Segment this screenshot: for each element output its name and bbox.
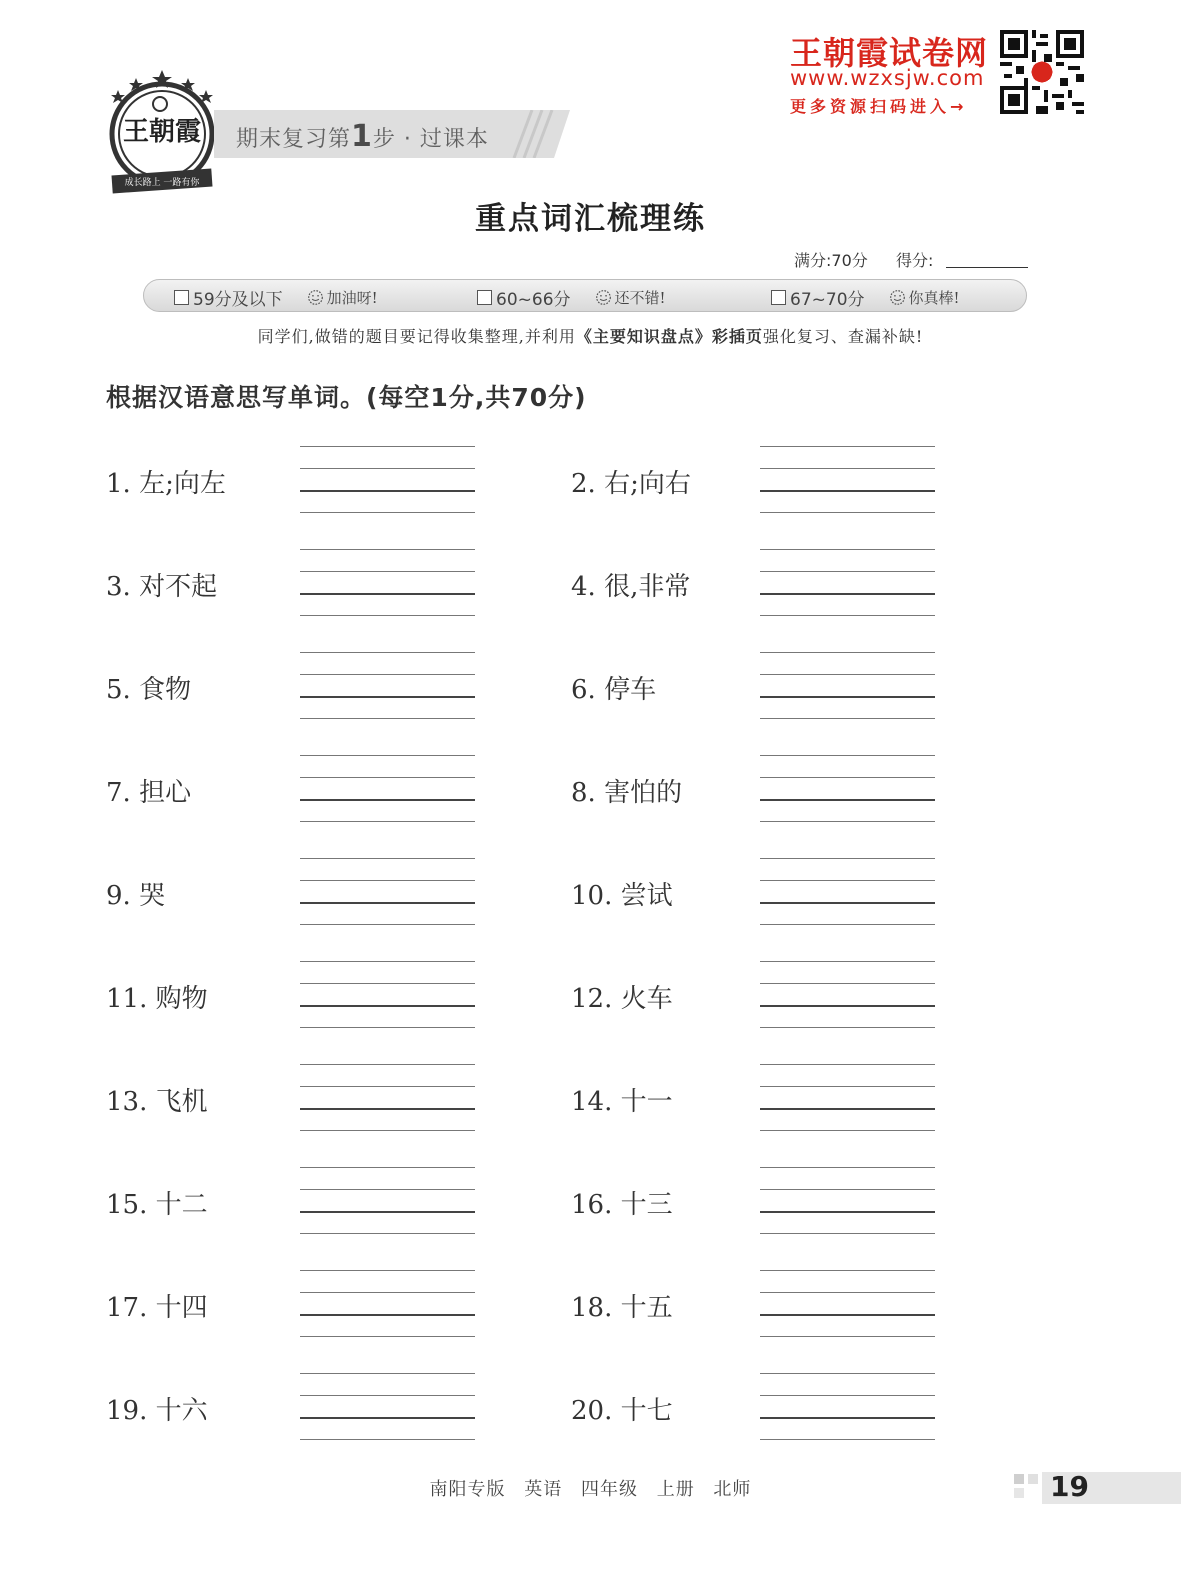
writing-line xyxy=(760,490,935,492)
banner-prefix: 期末复习第 xyxy=(236,127,352,152)
logo-ribbon: 成长路上 一路有你 xyxy=(124,178,200,188)
writing-line xyxy=(760,593,935,595)
writing-line xyxy=(300,858,475,859)
grade-option-2 xyxy=(477,285,666,310)
writing-line xyxy=(300,549,475,550)
qr-code-icon[interactable] xyxy=(1000,30,1084,114)
item-label: 10. 尝试 xyxy=(571,881,673,911)
writing-line xyxy=(300,924,475,925)
writing-line xyxy=(760,718,935,719)
writing-line xyxy=(300,1336,475,1337)
answer-lines[interactable] xyxy=(300,1373,475,1441)
answer-lines[interactable] xyxy=(760,1167,935,1235)
answer-lines[interactable] xyxy=(300,1167,475,1235)
writing-line xyxy=(760,821,935,822)
writing-line xyxy=(300,1417,475,1419)
writing-line xyxy=(760,571,935,572)
answer-lines[interactable] xyxy=(760,858,935,926)
answer-lines[interactable] xyxy=(300,549,475,617)
writing-line xyxy=(760,961,935,962)
brand-scan-hint: 更多资源扫码进入→ xyxy=(790,97,968,116)
writing-line xyxy=(760,446,935,447)
writing-line xyxy=(760,674,935,675)
note-before: 同学们,做错的题目要记得收集整理,并利用 xyxy=(257,327,576,346)
answer-lines[interactable] xyxy=(760,1270,935,1338)
answer-lines[interactable] xyxy=(300,446,475,514)
writing-line xyxy=(760,1108,935,1110)
writing-line xyxy=(300,593,475,595)
page-corner-deco xyxy=(1014,1474,1042,1504)
answer-lines[interactable] xyxy=(760,549,935,617)
book-footer: 南阳专版 英语 四年级 上册 北师 xyxy=(429,1479,752,1500)
writing-line xyxy=(300,902,475,904)
item-label: 2. 右;向右 xyxy=(571,469,691,499)
writing-line xyxy=(760,1270,935,1271)
writing-line xyxy=(760,1417,935,1419)
writing-line xyxy=(760,1314,935,1316)
grade-praise-2: 还不错! xyxy=(614,289,666,307)
smiley-icon xyxy=(595,289,612,306)
item-label: 15. 十二 xyxy=(106,1190,208,1220)
writing-line xyxy=(300,652,475,653)
grade-range-2: 60~66分 xyxy=(496,290,571,310)
score-line xyxy=(794,248,933,271)
writing-line xyxy=(300,1395,475,1396)
item-label: 7. 担心 xyxy=(106,778,192,808)
writing-line xyxy=(300,1167,475,1168)
grade-bar xyxy=(143,279,1027,312)
writing-line xyxy=(760,1336,935,1337)
writing-line xyxy=(300,1233,475,1234)
writing-line xyxy=(760,1439,935,1440)
item-label: 19. 十六 xyxy=(106,1396,208,1426)
writing-line xyxy=(760,512,935,513)
answer-lines[interactable] xyxy=(300,1064,475,1132)
writing-line xyxy=(300,490,475,492)
writing-line xyxy=(760,1373,935,1374)
item-label: 14. 十一 xyxy=(571,1087,673,1117)
writing-line xyxy=(300,1211,475,1213)
writing-line xyxy=(300,1005,475,1007)
writing-line xyxy=(300,1270,475,1271)
note-after: 强化复习、查漏补缺! xyxy=(762,327,924,346)
writing-line xyxy=(760,755,935,756)
answer-lines[interactable] xyxy=(760,652,935,720)
writing-line xyxy=(760,1395,935,1396)
writing-line xyxy=(300,696,475,698)
writing-line xyxy=(300,718,475,719)
full-score-label: 满分:70分 xyxy=(794,251,868,270)
item-label: 9. 哭 xyxy=(106,881,166,911)
writing-line xyxy=(760,1189,935,1190)
writing-line xyxy=(300,674,475,675)
item-label: 18. 十五 xyxy=(571,1293,673,1323)
writing-line xyxy=(300,1086,475,1087)
note-bold: 《主要知识盘点》彩插页 xyxy=(575,327,763,346)
writing-line xyxy=(300,512,475,513)
writing-line xyxy=(760,902,935,904)
item-label: 4. 很,非常 xyxy=(571,572,691,602)
answer-lines[interactable] xyxy=(300,1270,475,1338)
writing-line xyxy=(760,1233,935,1234)
item-label: 13. 飞机 xyxy=(106,1087,208,1117)
writing-line xyxy=(300,1130,475,1131)
writing-line xyxy=(300,1439,475,1440)
page-title: 重点词汇梳理练 xyxy=(475,201,706,237)
got-score-label: 得分: xyxy=(895,251,934,270)
answer-lines[interactable] xyxy=(300,858,475,926)
writing-line xyxy=(760,1086,935,1087)
writing-line xyxy=(300,799,475,801)
grade-checkbox-2[interactable] xyxy=(477,290,492,305)
writing-line xyxy=(760,1064,935,1065)
grade-option-3 xyxy=(771,285,960,310)
item-label: 11. 购物 xyxy=(106,984,208,1014)
writing-line xyxy=(300,880,475,881)
writing-line xyxy=(300,446,475,447)
banner-suffix: 步 · 过课本 xyxy=(372,127,489,152)
writing-line xyxy=(760,799,935,801)
item-label: 20. 十七 xyxy=(571,1396,673,1426)
banner-step: 1 xyxy=(351,119,373,154)
item-label: 1. 左;向左 xyxy=(106,469,226,499)
writing-line xyxy=(760,652,935,653)
writing-line xyxy=(760,1130,935,1131)
item-label: 6. 停车 xyxy=(571,675,657,705)
answer-lines[interactable] xyxy=(760,961,935,1029)
answer-lines[interactable] xyxy=(300,755,475,823)
writing-line xyxy=(760,615,935,616)
grade-range-3: 67~70分 xyxy=(790,290,865,310)
item-label: 3. 对不起 xyxy=(106,572,218,602)
writing-line xyxy=(760,468,935,469)
answer-lines[interactable] xyxy=(760,1373,935,1441)
grade-praise-1: 加油呀! xyxy=(326,289,378,307)
item-label: 17. 十四 xyxy=(106,1293,208,1323)
writing-line xyxy=(300,1373,475,1374)
grade-praise-3: 你真棒! xyxy=(908,289,960,307)
score-input-line[interactable] xyxy=(946,267,1028,268)
brand-url[interactable]: www.wzxsjw.com xyxy=(790,66,985,90)
writing-line xyxy=(300,1108,475,1110)
writing-line xyxy=(760,549,935,550)
writing-line xyxy=(760,880,935,881)
writing-line xyxy=(760,1167,935,1168)
writing-line xyxy=(760,1292,935,1293)
smiley-icon xyxy=(889,289,906,306)
wangzhaoxia-logo xyxy=(106,68,218,198)
answer-lines[interactable] xyxy=(300,961,475,1029)
writing-line xyxy=(760,858,935,859)
page-number: 19 xyxy=(1050,1470,1089,1503)
writing-line xyxy=(300,983,475,984)
answer-lines[interactable] xyxy=(300,652,475,720)
smiley-icon xyxy=(307,289,324,306)
grade-checkbox-1[interactable] xyxy=(174,290,189,305)
grade-range-1: 59分及以下 xyxy=(193,290,283,310)
item-label: 8. 害怕的 xyxy=(571,778,683,808)
writing-line xyxy=(300,571,475,572)
writing-line xyxy=(760,924,935,925)
writing-line xyxy=(300,821,475,822)
brand-name: 王朝霞试卷网 xyxy=(790,34,989,72)
writing-line xyxy=(300,1292,475,1293)
banner-text xyxy=(236,119,489,154)
writing-line xyxy=(300,755,475,756)
writing-line xyxy=(760,777,935,778)
writing-line xyxy=(300,1189,475,1190)
review-note xyxy=(0,324,1181,347)
grade-option-1 xyxy=(174,285,378,310)
writing-line xyxy=(300,615,475,616)
answer-lines[interactable] xyxy=(760,755,935,823)
item-label: 12. 火车 xyxy=(571,984,673,1014)
writing-line xyxy=(760,1027,935,1028)
answer-lines[interactable] xyxy=(760,446,935,514)
exercise-instruction: 根据汉语意思写单词。(每空1分,共70分) xyxy=(106,383,587,412)
writing-line xyxy=(300,1064,475,1065)
writing-line xyxy=(760,1005,935,1007)
answer-lines[interactable] xyxy=(760,1064,935,1132)
logo-name: 王朝霞 xyxy=(122,117,202,147)
writing-line xyxy=(760,983,935,984)
item-label: 5. 食物 xyxy=(106,675,192,705)
item-label: 16. 十三 xyxy=(571,1190,673,1220)
writing-line xyxy=(300,1027,475,1028)
writing-line xyxy=(760,696,935,698)
writing-line xyxy=(760,1211,935,1213)
writing-line xyxy=(300,777,475,778)
grade-checkbox-3[interactable] xyxy=(771,290,786,305)
writing-line xyxy=(300,961,475,962)
writing-line xyxy=(300,1314,475,1316)
writing-line xyxy=(300,468,475,469)
